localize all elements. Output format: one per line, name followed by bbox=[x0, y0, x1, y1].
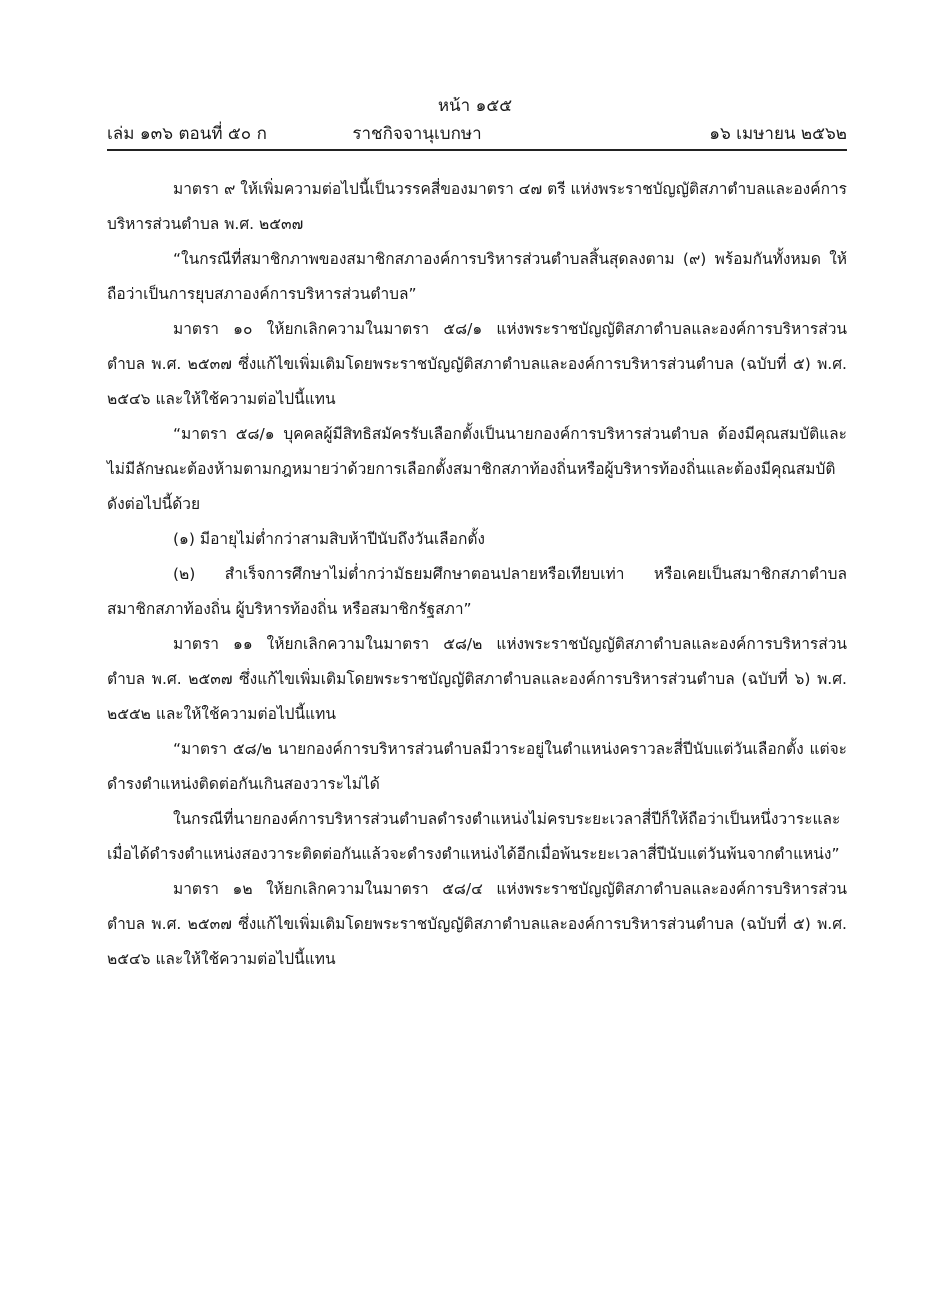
paragraph-section-12: มาตรา ๑๒ ให้ยกเลิกความในมาตรา ๕๘/๔ แห่งพระราชบัญญัติสภาตำบลและองค์การบริหารส่วนตำบล พ.ศ. ๒๕๓๗ ซึ่งแก้ไขเพิ่มเติมโดยพระราชบัญญัติสภาตำบลและองค์การบริหารส่วนตำบล (ฉบับที่ ๕) พ.ศ. ๒๕๔๖ และให้ใช้ความต่อไปนี้แทน bbox=[107, 880, 847, 968]
paragraph-section-10: มาตรา ๑๐ ให้ยกเลิกความในมาตรา ๕๘/๑ แห่งพระราชบัญญัติสภาตำบลและองค์การบริหารส่วนตำบล พ.ศ. ๒๕๓๗ ซึ่งแก้ไขเพิ่มเติมโดยพระราชบัญญัติสภาตำบลและองค์การบริหารส่วนตำบล (ฉบับที่ ๕) พ.ศ. ๒๕๔๖ และให้ใช้ความต่อไปนี้แทน bbox=[107, 320, 847, 408]
page-number: หน้า ๑๕๕ bbox=[437, 96, 513, 116]
paragraph-quote-58-2: “มาตรา ๕๘/๒ นายกองค์การบริหารส่วนตำบลมีวาระอยู่ในตำแหน่งคราวละสี่ปีนับแต่วันเลือกตั้ง แต่จะดำรงตำแหน่งติดต่อกันเกินสองวาระไม่ได้ bbox=[107, 740, 847, 793]
publication-date: ๑๖ เมษายน ๒๕๖๒ bbox=[709, 124, 847, 144]
document-body bbox=[107, 172, 847, 977]
publication-title: ราชกิจจานุเบกษา bbox=[352, 124, 482, 144]
paragraph-section-11: มาตรา ๑๑ ให้ยกเลิกความในมาตรา ๕๘/๒ แห่งพระราชบัญญัติสภาตำบลและองค์การบริหารส่วนตำบล พ.ศ. ๒๕๓๗ ซึ่งแก้ไขเพิ่มเติมโดยพระราชบัญญัติสภาตำบลและองค์การบริหารส่วนตำบล (ฉบับที่ ๖) พ.ศ. ๒๕๕๒ และให้ใช้ความต่อไปนี้แทน bbox=[107, 635, 847, 723]
paragraph-term-clause: ในกรณีที่นายกองค์การบริหารส่วนตำบลดำรงตำแหน่งไม่ครบระยะเวลาสี่ปีก็ให้ถือว่าเป็นหนึ่งวาระและเมื่อได้ดำรงตำแหน่งสองวาระติดต่อกันแล้วจะดำรงตำแหน่งได้อีกเมื่อพ้นระยะเวลาสี่ปีนับแต่วันพ้นจากตำแหน่ง” bbox=[107, 810, 841, 863]
header-rule bbox=[107, 149, 847, 151]
volume-issue: เล่ม ๑๓๖ ตอนที่ ๕๐ ก bbox=[107, 124, 267, 144]
paragraph-item-2: (๒) สำเร็จการศึกษาไม่ต่ำกว่ามัธยมศึกษาตอนปลายหรือเทียบเท่า หรือเคยเป็นสมาชิกสภาตำบล สมาชิกสภาท้องถิ่น ผู้บริหารท้องถิ่น หรือสมาชิกรัฐสภา” bbox=[107, 565, 847, 618]
running-header bbox=[107, 120, 847, 144]
paragraph-section-9: มาตรา ๙ ให้เพิ่มความต่อไปนี้เป็นวรรคสี่ของมาตรา ๔๗ ตรี แห่งพระราชบัญญัติสภาตำบลและองค์การบริหารส่วนตำบล พ.ศ. ๒๕๓๗ bbox=[107, 180, 847, 233]
paragraph-item-1: (๑) มีอายุไม่ต่ำกว่าสามสิบห้าปีนับถึงวันเลือกตั้ง bbox=[173, 530, 485, 548]
paragraph-quote-58-1: “มาตรา ๕๘/๑ บุคคลผู้มีสิทธิสมัครรับเลือกตั้งเป็นนายกองค์การบริหารส่วนตำบล ต้องมีคุณสมบัติและไม่มีลักษณะต้องห้ามตามกฎหมายว่าด้วยการเลือกตั้งสมาชิกสภาท้องถิ่นหรือผู้บริหารท้องถิ่นและต้องมีคุณสมบัติ ดังต่อไปนี้ด้วย bbox=[107, 425, 847, 513]
paragraph-quote-dissolution: “ในกรณีที่สมาชิกภาพของสมาชิกสภาองค์การบริหารส่วนตำบลสิ้นสุดลงตาม (๙) พร้อมกันทั้งหมด ให้ถือว่าเป็นการยุบสภาองค์การบริหารส่วนตำบล” bbox=[107, 250, 847, 303]
